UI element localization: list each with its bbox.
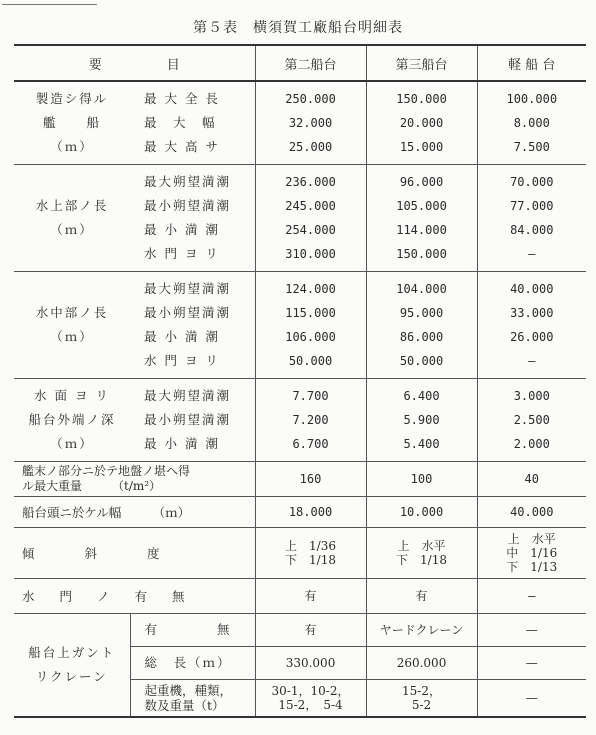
value: ヤードクレーン bbox=[379, 623, 464, 637]
value-cell bbox=[366, 579, 477, 614]
value: 50.000 bbox=[288, 354, 333, 368]
value-cell bbox=[366, 379, 477, 462]
item-list bbox=[130, 379, 255, 462]
slope-line: 上 水平 bbox=[507, 532, 556, 546]
value-cell bbox=[477, 81, 586, 165]
value-cell bbox=[366, 497, 477, 528]
value: — bbox=[525, 623, 538, 637]
value: 7.700 bbox=[292, 389, 329, 403]
value: 250.000 bbox=[285, 92, 336, 106]
value: 32.000 bbox=[288, 116, 333, 130]
item-label: 最大朔望満潮 bbox=[144, 174, 232, 189]
value: 15.000 bbox=[399, 140, 444, 154]
value: 30-1，10-2， bbox=[271, 684, 350, 698]
value: 6.700 bbox=[292, 437, 329, 451]
value: — bbox=[528, 589, 536, 603]
group-label-line: 水中部ノ長 bbox=[35, 305, 109, 320]
value: 2.000 bbox=[513, 437, 550, 451]
crane-label-line: リクレーン bbox=[35, 669, 108, 684]
value: 114.000 bbox=[396, 223, 447, 237]
group-label bbox=[14, 81, 130, 165]
crane-item-line: 起重機，種類， bbox=[144, 683, 233, 698]
item-label: 最 大 幅 bbox=[144, 115, 217, 130]
item-label: 最 小 満 潮 bbox=[144, 222, 220, 237]
load-label bbox=[14, 462, 255, 497]
slope-row bbox=[14, 528, 586, 579]
value: 150.000 bbox=[396, 247, 447, 261]
header-row bbox=[14, 45, 586, 81]
header-item: 要 目 bbox=[14, 45, 255, 81]
item-label: 最 大 全 長 bbox=[144, 91, 220, 106]
value: 40 bbox=[524, 472, 539, 486]
value-cell bbox=[477, 165, 586, 272]
value: 25.000 bbox=[288, 140, 333, 154]
crane-item-line: 総 長（ｍ） bbox=[144, 655, 232, 670]
group-label bbox=[14, 165, 130, 272]
slope-line: 上 1/36 bbox=[285, 539, 336, 553]
item-label: 最小朔望満潮 bbox=[144, 198, 232, 213]
value: 20.000 bbox=[399, 116, 444, 130]
group-label-line: （ｍ） bbox=[50, 436, 94, 451]
value: — bbox=[528, 247, 536, 261]
value: 有 bbox=[304, 623, 317, 637]
value-cell bbox=[255, 647, 366, 680]
width-row bbox=[14, 497, 586, 528]
scan-edge-line bbox=[2, 4, 97, 5]
shipway-detail-table bbox=[14, 44, 586, 718]
value: 40.000 bbox=[510, 282, 554, 296]
value: 6.400 bbox=[403, 389, 440, 403]
load-label-line: ル最大重量 （t/m²） bbox=[22, 479, 162, 493]
value-cell bbox=[366, 165, 477, 272]
value-cell bbox=[366, 680, 477, 718]
value: 115.000 bbox=[285, 306, 336, 320]
value-cell bbox=[477, 579, 586, 614]
item-label: 最 小 満 潮 bbox=[144, 329, 220, 344]
crane-row bbox=[14, 614, 586, 647]
gate-row bbox=[14, 579, 586, 614]
value: 50.000 bbox=[399, 354, 444, 368]
load-row bbox=[14, 462, 586, 497]
value: 8.000 bbox=[513, 116, 550, 130]
value-cell bbox=[366, 647, 477, 680]
value-cell bbox=[255, 379, 366, 462]
value: 84.000 bbox=[510, 223, 554, 237]
value: 160 bbox=[299, 472, 322, 486]
value-cell bbox=[255, 272, 366, 379]
value-cell bbox=[255, 81, 366, 165]
crane-label bbox=[14, 614, 130, 718]
group-label-line: （ｍ） bbox=[50, 329, 94, 344]
group-label-line: 船台外端ノ深 bbox=[28, 412, 116, 427]
item-list bbox=[130, 165, 255, 272]
value: 106.000 bbox=[285, 330, 336, 344]
slope-cell bbox=[477, 528, 586, 579]
width-label: 船台頭ニ於ケル幅 （ｍ） bbox=[14, 497, 255, 528]
table-title: 第５表 横須賀工廠船台明細表 bbox=[193, 20, 403, 36]
value: 104.000 bbox=[396, 282, 447, 296]
value: 7.200 bbox=[292, 413, 329, 427]
item-label: 最小朔望満潮 bbox=[144, 305, 232, 320]
crane-item bbox=[130, 647, 255, 680]
value: 33.000 bbox=[510, 306, 554, 320]
header-shipway-3: 第三船台 bbox=[366, 45, 477, 81]
value: 86.000 bbox=[399, 330, 444, 344]
slope-line: 下 1/18 bbox=[285, 553, 336, 567]
value-cell bbox=[255, 579, 366, 614]
value-cell bbox=[366, 81, 477, 165]
value: 15-2， 5-4 bbox=[278, 698, 343, 712]
value: — bbox=[528, 354, 536, 368]
gate-label: 水 門 ノ 有 無 bbox=[14, 579, 255, 614]
value: 2.500 bbox=[513, 413, 550, 427]
slope-line: 下 1/13 bbox=[506, 560, 558, 574]
header-shipway-2: 第二船台 bbox=[255, 45, 366, 81]
value-cell bbox=[255, 462, 366, 497]
value-cell bbox=[477, 647, 586, 680]
value: 236.000 bbox=[285, 175, 336, 189]
value: 95.000 bbox=[399, 306, 444, 320]
load-label-line: 艦末ノ部分ニ於テ地盤ノ堪ヘ得 bbox=[22, 464, 191, 478]
value-cell bbox=[477, 497, 586, 528]
value-cell bbox=[255, 497, 366, 528]
value: 100.000 bbox=[506, 92, 558, 106]
value: 100 bbox=[410, 472, 433, 486]
value: 3.000 bbox=[513, 389, 550, 403]
slope-line: 上 水平 bbox=[397, 539, 446, 553]
value-cell bbox=[477, 379, 586, 462]
value: 7.500 bbox=[513, 140, 550, 154]
crane-item-line: 数及重量（t） bbox=[144, 698, 225, 713]
item-label: 最小朔望満潮 bbox=[144, 412, 232, 427]
value: 245.000 bbox=[285, 199, 336, 213]
value: 310.000 bbox=[285, 247, 336, 261]
header-light-shipway: 軽 船 台 bbox=[477, 45, 586, 81]
group-label-line: 水 面 ヨ リ bbox=[34, 388, 110, 403]
value: 15-2， bbox=[402, 684, 441, 698]
slope-cell bbox=[255, 528, 366, 579]
slope-cell bbox=[366, 528, 477, 579]
item-list bbox=[130, 272, 255, 379]
value: 18.000 bbox=[288, 505, 333, 519]
group-label bbox=[14, 379, 130, 462]
group-label-line: （ｍ） bbox=[50, 139, 94, 154]
value: 5.900 bbox=[403, 413, 440, 427]
crane-label-line: 船台上ガント bbox=[28, 645, 116, 660]
group-label-line: 艦 船 bbox=[42, 115, 101, 130]
value-cell bbox=[366, 614, 477, 647]
value-cell bbox=[255, 165, 366, 272]
value-cell bbox=[255, 680, 366, 718]
crane-item bbox=[130, 614, 255, 647]
slope-line: 下 1/18 bbox=[396, 553, 447, 567]
item-label: 水 門 ヨ リ bbox=[144, 246, 220, 261]
group-label-line: （ｍ） bbox=[50, 222, 94, 237]
value-cell bbox=[477, 614, 586, 647]
value: 40.000 bbox=[510, 505, 554, 519]
crane-item bbox=[130, 680, 255, 718]
value: 124.000 bbox=[285, 282, 336, 296]
group-label-line: 水上部ノ長 bbox=[35, 198, 109, 213]
value-cell bbox=[255, 614, 366, 647]
group-row bbox=[14, 379, 586, 462]
item-label: 最 小 満 潮 bbox=[144, 436, 220, 451]
group-label-line: 製造シ得ル bbox=[35, 91, 109, 106]
value-cell bbox=[366, 272, 477, 379]
item-label: 最 大 高 サ bbox=[144, 139, 220, 154]
item-label: 水 門 ヨ リ bbox=[144, 353, 220, 368]
group-label bbox=[14, 272, 130, 379]
value: 有 bbox=[304, 589, 317, 603]
value: 77.000 bbox=[510, 199, 554, 213]
value: 26.000 bbox=[510, 330, 554, 344]
value-cell bbox=[477, 462, 586, 497]
value: 5-2 bbox=[411, 698, 432, 712]
group-row bbox=[14, 165, 586, 272]
slope-line: 中 1/16 bbox=[506, 546, 558, 560]
value: 有 bbox=[415, 589, 428, 603]
item-list bbox=[130, 81, 255, 165]
crane-item-line: 有 無 bbox=[144, 622, 232, 637]
value: — bbox=[525, 691, 538, 705]
group-row bbox=[14, 81, 586, 165]
value: 70.000 bbox=[510, 175, 554, 189]
value: 260.000 bbox=[396, 656, 447, 670]
value: 10.000 bbox=[399, 505, 444, 519]
value: — bbox=[525, 656, 538, 670]
item-label: 最大朔望満潮 bbox=[144, 388, 232, 403]
slope-label: 傾 斜 度 bbox=[14, 528, 255, 579]
group-row bbox=[14, 272, 586, 379]
value: 105.000 bbox=[396, 199, 447, 213]
value: 5.400 bbox=[403, 437, 440, 451]
value: 254.000 bbox=[285, 223, 336, 237]
value: 150.000 bbox=[396, 92, 447, 106]
value-cell bbox=[477, 680, 586, 718]
value: 96.000 bbox=[399, 175, 444, 189]
value-cell bbox=[477, 272, 586, 379]
value-cell bbox=[366, 462, 477, 497]
value: 330.000 bbox=[285, 656, 336, 670]
item-label: 最大朔望満潮 bbox=[144, 281, 232, 296]
